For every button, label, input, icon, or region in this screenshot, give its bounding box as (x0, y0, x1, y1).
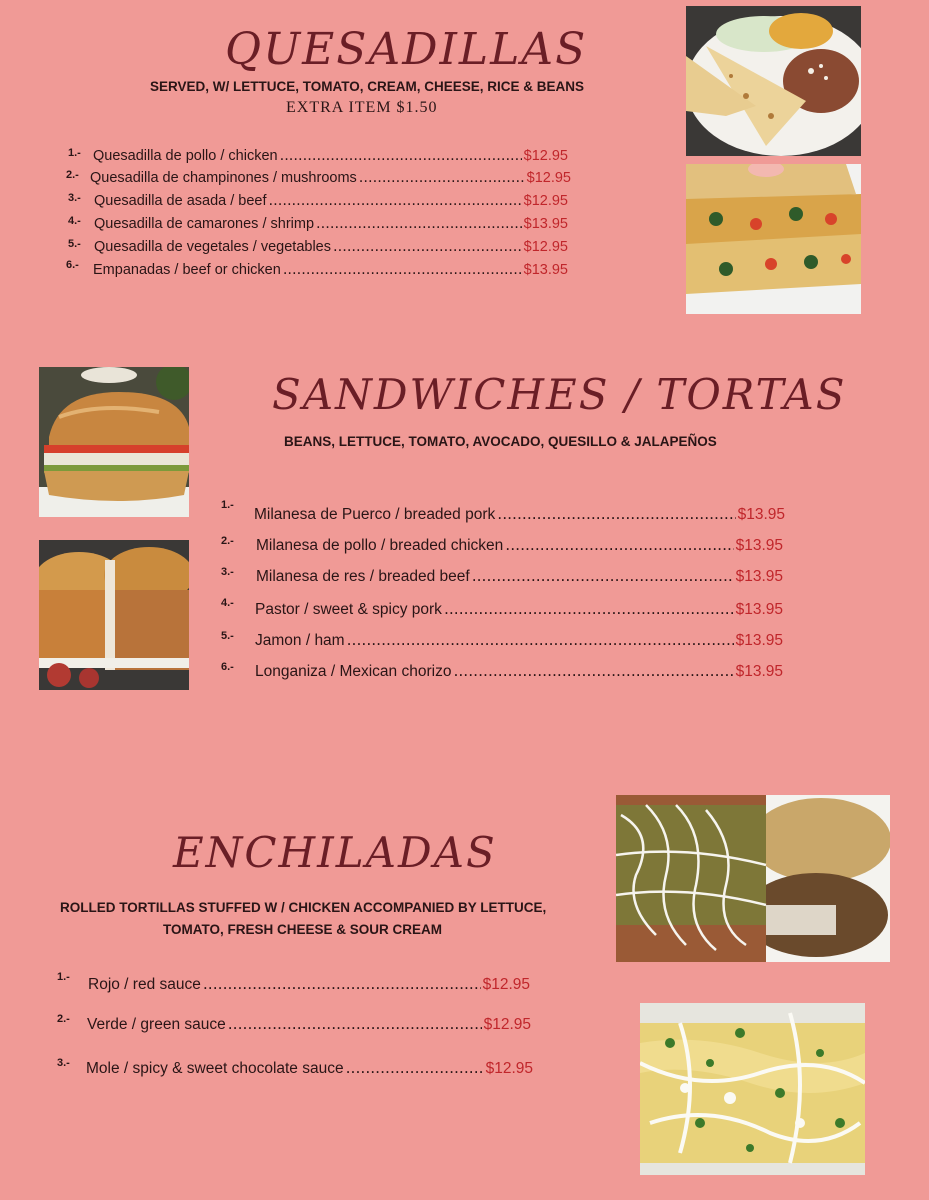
item-price: $13.95 (735, 568, 783, 585)
item-price: $12.95 (485, 1060, 533, 1077)
item-name: Rojo / red sauce (88, 976, 201, 993)
menu-item (66, 170, 571, 186)
item-name: Quesadilla de asada / beef (94, 193, 267, 209)
item-name: Longaniza / Mexican chorizo (255, 663, 452, 680)
item-leader (203, 975, 481, 993)
torta-cut-photo (39, 540, 189, 690)
item-name: Quesadilla de champinones / mushrooms (90, 170, 357, 186)
veggie-quesadilla-photo (686, 164, 861, 314)
tortas-subtitle: BEANS, LETTUCE, TOMATO, AVOCADO, QUESILLO & JALAPEÑOS (284, 434, 717, 449)
item-leader (228, 1015, 482, 1033)
item-price: $12.95 (523, 193, 568, 209)
item-leader (283, 262, 522, 278)
enchiladas-title: ENCHILADAS (173, 828, 497, 877)
menu-item (221, 567, 783, 586)
item-leader (269, 193, 522, 209)
item-leader (472, 567, 734, 585)
item-price: $13.95 (735, 537, 783, 554)
item-name: Milanesa de pollo / breaded chicken (256, 537, 504, 554)
item-name: Empanadas / beef or chicken (93, 262, 281, 278)
item-price: $12.95 (482, 976, 530, 993)
item-price: $13.95 (523, 262, 568, 278)
item-leader (359, 170, 525, 186)
item-name: Verde / green sauce (87, 1016, 226, 1033)
quesadilla-plate-photo (686, 6, 861, 156)
item-leader (333, 239, 522, 255)
quesadillas-title: QUESADILLAS (225, 24, 588, 75)
item-name: Quesadilla de pollo / chicken (93, 148, 278, 164)
item-name: Milanesa de res / breaded beef (256, 568, 470, 585)
menu-item (57, 971, 530, 994)
item-price: $13.95 (735, 663, 783, 680)
item-number: 5.- (221, 630, 234, 642)
item-price: $13.95 (735, 601, 783, 618)
item-price: $13.95 (523, 216, 568, 232)
menu-item (66, 259, 568, 278)
enchiladas-verdes-photo (640, 1003, 865, 1175)
item-leader (505, 536, 733, 554)
item-name: Milanesa de Puerco / breaded pork (254, 506, 496, 523)
item-leader (497, 505, 735, 523)
item-name: Mole / spicy & sweet chocolate sauce (86, 1060, 344, 1077)
item-number: 4.- (68, 215, 81, 227)
item-leader (453, 662, 733, 680)
item-number: 3.- (57, 1057, 70, 1069)
item-leader (280, 148, 522, 164)
item-name: Jamon / ham (255, 632, 345, 649)
item-number: 6.- (66, 259, 79, 271)
item-number: 2.- (221, 535, 234, 547)
item-number: 1.- (221, 499, 234, 511)
item-leader (316, 216, 522, 232)
menu-item (57, 1015, 531, 1034)
menu-item (68, 148, 568, 164)
menu-item (221, 597, 783, 619)
menu-item (221, 662, 783, 681)
menu-item (68, 193, 568, 209)
item-number: 5.- (68, 238, 81, 250)
item-price: $13.95 (735, 632, 783, 649)
torta-milanesa-photo (39, 367, 189, 517)
item-price: $12.95 (523, 148, 568, 164)
quesadillas-subtitle: SERVED, W/ LETTUCE, TOMATO, CREAM, CHEESE, RICE & BEANS (150, 79, 585, 94)
item-leader (444, 600, 734, 618)
item-number: 3.- (221, 566, 234, 578)
tortas-title: SANDWICHES / TORTAS (272, 370, 847, 419)
item-name: Quesadilla de camarones / shrimp (94, 216, 315, 232)
item-number: 2.- (66, 169, 79, 181)
item-price: $13.95 (737, 506, 785, 523)
enchiladas-subtitle-line1: ROLLED TORTILLAS STUFFED W / CHICKEN ACCOMPANIED BY LETTUCE, (60, 900, 547, 915)
item-leader (346, 1059, 484, 1077)
menu-item (57, 1059, 533, 1078)
item-number: 4.- (221, 597, 234, 609)
item-number: 6.- (221, 661, 234, 673)
quesadillas-extra-price: EXTRA ITEM $1.50 (286, 99, 438, 116)
item-name: Quesadilla de vegetales / vegetables (94, 239, 331, 255)
item-price: $12.95 (526, 170, 571, 186)
menu-item (221, 536, 783, 555)
enchiladas-subtitle-line2: TOMATO, FRESH CHEESE & SOUR CREAM (163, 922, 443, 937)
item-name: Pastor / sweet & spicy pork (255, 601, 442, 618)
menu-item (68, 239, 568, 255)
menu-item (68, 216, 568, 232)
enchiladas-plate-photo (616, 795, 890, 962)
menu-item (221, 499, 785, 524)
item-number: 1.- (68, 147, 81, 159)
item-number: 2.- (57, 1013, 70, 1025)
item-number: 3.- (68, 192, 81, 204)
item-number: 1.- (57, 971, 70, 983)
item-price: $12.95 (483, 1016, 531, 1033)
item-leader (347, 631, 734, 649)
item-price: $12.95 (523, 239, 568, 255)
menu-item (221, 631, 783, 650)
